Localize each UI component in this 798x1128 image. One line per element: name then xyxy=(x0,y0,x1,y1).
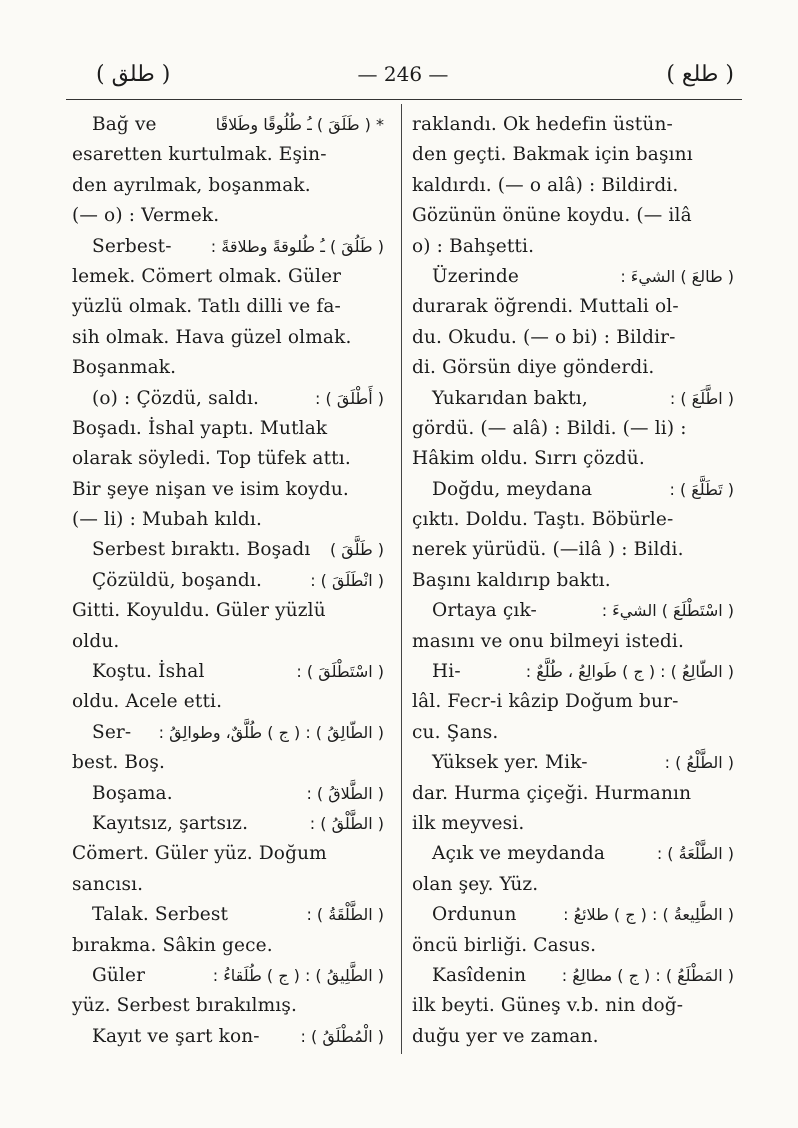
line-text: Yukarıdan baktı, xyxy=(432,387,588,409)
line-text: (— li) : Mubah kıldı. xyxy=(72,509,263,531)
line-text: den ayrılmak, boşanmak. xyxy=(72,174,311,196)
dictionary-line xyxy=(412,414,734,444)
arabic-headword: * ( طَلَقَ ) ـُ طُلُوقًا وطَلاقًا xyxy=(215,115,384,134)
line-text: cu. Şans. xyxy=(412,721,499,743)
line-text: durarak öğrendi. Muttali ol- xyxy=(412,296,679,318)
line-text: di. Görsün diye gönderdi. xyxy=(412,357,655,379)
line-text: olarak söyledi. Top tüfek attı. xyxy=(72,448,351,470)
line-text: bırakma. Sâkin gece. xyxy=(72,934,273,956)
arabic-headword: ( طَلَّقَ ) xyxy=(329,540,384,560)
dictionary-line xyxy=(72,931,384,961)
dictionary-line xyxy=(412,110,734,140)
line-text: Bir şeye nişan ve isim koydu. xyxy=(72,478,349,500)
arabic-headword: ( الطَّلْعُ ) : xyxy=(664,753,734,773)
page-header xyxy=(66,62,740,92)
page-number: — 246 — xyxy=(357,62,449,86)
line-text: Talak. Serbest xyxy=(92,904,229,926)
arabic-headword: ( اطَّلَعَ ) : xyxy=(669,388,734,408)
line-text: esaretten kurtulmak. Eşin- xyxy=(72,144,327,166)
line-text: lemek. Cömert olmak. Güler xyxy=(72,265,342,287)
line-text: sih olmak. Hava güzel olmak. xyxy=(72,326,352,348)
dictionary-line xyxy=(72,171,384,201)
line-text: Boşanmak. xyxy=(72,357,177,379)
dictionary-line xyxy=(412,900,734,930)
line-text: yüz. Serbest bırakılmış. xyxy=(72,995,298,1017)
left-guide-word: ( طلق ) xyxy=(96,62,171,87)
dictionary-line xyxy=(412,505,734,535)
dictionary-line xyxy=(72,991,384,1021)
line-text: raklandı. Ok hedefin üstün- xyxy=(412,114,673,135)
dictionary-line xyxy=(412,596,734,626)
arabic-headword: ( الطَّلاقُ ) : xyxy=(306,783,384,803)
dictionary-line xyxy=(72,687,384,717)
line-text: olan şey. Yüz. xyxy=(412,873,539,895)
line-text: Cömert. Güler yüz. Doğum xyxy=(72,843,327,865)
dictionary-line xyxy=(72,444,384,474)
line-text: (o) : Çözdü, saldı. xyxy=(92,387,260,409)
line-text: Boşama. xyxy=(92,782,173,804)
line-text: Boşadı. İshal yaptı. Mutlak xyxy=(72,417,328,439)
arabic-headword: ( الطّالِقُ ) : ( ج ) طُلَّقٌ، وطوالِقُ : xyxy=(158,722,384,742)
line-text: Gözünün önüne koydu. (— ilâ xyxy=(412,205,692,227)
dictionary-line xyxy=(412,718,734,748)
dictionary-line xyxy=(412,201,734,231)
dictionary-line xyxy=(72,839,384,869)
line-text: dar. Hurma çiçeği. Hurmanın xyxy=(412,782,692,804)
dictionary-line xyxy=(412,171,734,201)
dictionary-line xyxy=(412,384,734,414)
dictionary-line xyxy=(412,475,734,505)
dictionary-line xyxy=(72,961,384,991)
dictionary-line xyxy=(72,900,384,930)
line-text: Kayıt ve şart kon- xyxy=(92,1025,260,1047)
dictionary-line xyxy=(412,566,734,596)
dictionary-line xyxy=(72,1022,384,1052)
line-text: Kasîdenin xyxy=(432,964,527,986)
dictionary-line xyxy=(72,475,384,505)
line-text: best. Boş. xyxy=(72,752,166,774)
dictionary-line xyxy=(412,140,734,170)
dictionary-line xyxy=(412,444,734,474)
line-text: Başını kaldırıp baktı. xyxy=(412,569,611,591)
dictionary-line xyxy=(412,748,734,778)
line-text: masını ve onu bilmeyi istedi. xyxy=(412,630,685,652)
dictionary-line xyxy=(72,657,384,687)
arabic-headword: ( أَطْلَقَ ) : xyxy=(315,388,384,408)
line-text: Serbest- xyxy=(92,235,172,257)
dictionary-line xyxy=(412,323,734,353)
line-text: ilk meyvesi. xyxy=(412,812,525,834)
dictionary-line xyxy=(412,931,734,961)
line-text: çıktı. Doldu. Taştı. Böbürle- xyxy=(412,509,674,531)
line-text: Açık ve meydanda xyxy=(432,843,606,865)
dictionary-line xyxy=(72,566,384,596)
dictionary-line xyxy=(412,535,734,565)
line-text: Yüksek yer. Mik- xyxy=(432,752,588,774)
line-text: den geçti. Bakmak için başını xyxy=(412,144,693,166)
dictionary-line xyxy=(72,201,384,231)
line-text: Ortaya çık- xyxy=(432,600,537,622)
dictionary-line xyxy=(72,110,384,140)
header-rule xyxy=(66,99,742,100)
dictionary-line xyxy=(72,535,384,565)
line-text: Hi- xyxy=(432,661,461,683)
dictionary-line xyxy=(72,384,384,414)
line-text: Doğdu, meydana xyxy=(432,478,593,500)
line-text: Bağ ve xyxy=(92,114,157,135)
dictionary-line xyxy=(412,627,734,657)
line-text: kaldırdı. (— o alâ) : Bildirdi. xyxy=(412,174,679,196)
dictionary-line xyxy=(72,292,384,322)
line-text: Ser- xyxy=(92,721,132,743)
line-text: Üzerinde xyxy=(432,265,519,287)
dictionary-line xyxy=(412,1022,734,1052)
dictionary-line xyxy=(72,353,384,383)
line-text: öncü birliği. Casus. xyxy=(412,934,597,956)
dictionary-line xyxy=(72,414,384,444)
dictionary-line xyxy=(72,779,384,809)
right-guide-word: ( طلع ) xyxy=(666,62,734,87)
arabic-headword: ( طَلُقَ ) ـُ طُلوقةً وطلاقةً : xyxy=(210,236,384,256)
dictionary-line xyxy=(72,809,384,839)
dictionary-line xyxy=(72,748,384,778)
dictionary-line xyxy=(72,718,384,748)
line-text: Çözüldü, boşandı. xyxy=(92,569,262,591)
arabic-headword: ( الطَّلْعَةُ ) : xyxy=(656,844,734,864)
line-text: oldu. Acele etti. xyxy=(72,691,223,713)
line-text: duğu yer ve zaman. xyxy=(412,1025,599,1047)
dictionary-line xyxy=(72,505,384,535)
dictionary-line xyxy=(412,870,734,900)
line-text: (— o) : Vermek. xyxy=(72,205,220,227)
right-column xyxy=(412,110,734,1052)
dictionary-line xyxy=(412,809,734,839)
line-text: Kayıtsız, şartsız. xyxy=(92,812,249,834)
dictionary-line xyxy=(72,140,384,170)
line-text: nerek yürüdü. (—ilâ ) : Bildi. xyxy=(412,539,684,561)
dictionary-line xyxy=(412,779,734,809)
line-text: Gitti. Koyuldu. Güler yüzlü xyxy=(72,600,326,622)
arabic-headword: ( الطّالِعُ ) : ( ج ) طَوالِعُ ، طُلَّعٌ : xyxy=(525,662,734,682)
line-text: o) : Bahşetti. xyxy=(412,235,535,257)
line-text: yüzlü olmak. Tatlı dilli ve fa- xyxy=(72,296,341,318)
dictionary-line xyxy=(412,839,734,869)
line-text: ilk beyti. Güneş v.b. nin doğ- xyxy=(412,995,684,1017)
line-text: Güler xyxy=(92,964,146,986)
dictionary-line xyxy=(72,262,384,292)
dictionary-line xyxy=(72,627,384,657)
dictionary-line xyxy=(412,292,734,322)
arabic-headword: ( الطَّلْقَةُ ) : xyxy=(306,905,384,925)
dictionary-line xyxy=(412,657,734,687)
dictionary-line xyxy=(412,991,734,1021)
arabic-headword: ( الطَّلِيعةُ ) : ( ج ) طلائعُ : xyxy=(563,905,734,925)
dictionary-line xyxy=(412,353,734,383)
dictionary-line xyxy=(412,232,734,262)
line-text: lâl. Fecr-i kâzip Doğum bur- xyxy=(412,691,679,713)
dictionary-line xyxy=(412,961,734,991)
line-text: Ordunun xyxy=(432,904,517,926)
line-text: du. Okudu. (— o bi) : Bildir- xyxy=(412,326,676,348)
arabic-headword: ( الطَّلِيقُ ) : ( ج ) طُلَقاءُ : xyxy=(212,965,384,985)
column-divider xyxy=(401,104,402,1054)
line-text: gördü. (— alâ) : Bildi. (— li) : xyxy=(412,417,687,439)
dictionary-line xyxy=(72,870,384,900)
dictionary-line xyxy=(412,262,734,292)
arabic-headword: ( اسْتَطْلَقَ ) : xyxy=(296,662,384,682)
arabic-headword: ( الْمُطْلَقُ ) : xyxy=(300,1026,384,1046)
arabic-headword: ( اسْتَطْلَعَ ) الشيءَ : xyxy=(601,601,734,621)
line-text: Hâkim oldu. Sırrı çözdü. xyxy=(412,448,645,470)
line-text: Koştu. İshal xyxy=(92,661,205,683)
arabic-headword: ( طالعَ ) الشيءَ : xyxy=(620,266,734,286)
line-text: sancısı. xyxy=(72,873,144,895)
dictionary-line xyxy=(72,596,384,626)
arabic-headword: ( تَطَلَّعَ ) : xyxy=(669,479,734,499)
dictionary-line xyxy=(412,687,734,717)
arabic-headword: ( انْطَلَقَ ) : xyxy=(310,570,384,590)
line-text: oldu. xyxy=(72,630,120,652)
arabic-headword: ( الطَّلْقُ ) : xyxy=(309,813,384,833)
arabic-headword: ( المَطْلَعُ ) : ( ج ) مطالِعُ : xyxy=(561,965,734,985)
dictionary-line xyxy=(72,232,384,262)
left-column xyxy=(72,110,384,1052)
dictionary-line xyxy=(72,323,384,353)
line-text: Serbest bıraktı. Boşadı xyxy=(92,539,311,561)
